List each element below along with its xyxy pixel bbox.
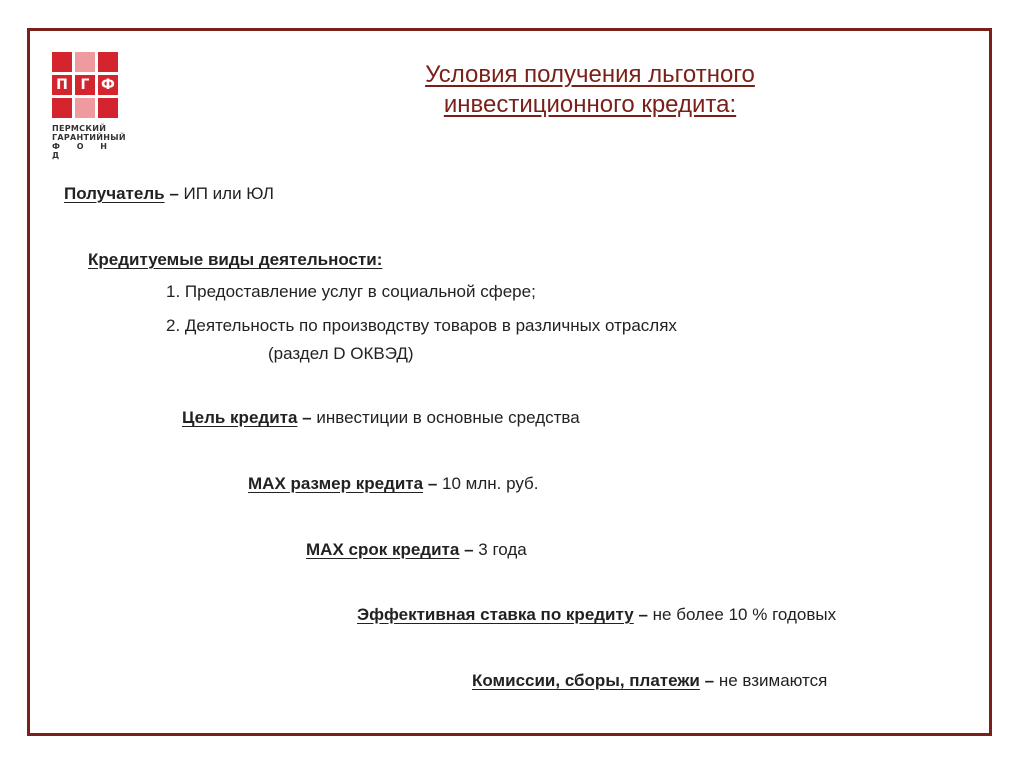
rate-row (357, 605, 836, 625)
recipient-label: Получатель (64, 184, 165, 203)
purpose-dash: – (302, 408, 312, 427)
logo-square (98, 98, 118, 118)
logo-square (52, 52, 72, 72)
fees-value: не взимаются (718, 671, 828, 690)
recipient-value: ИП или ЮЛ (183, 184, 274, 203)
rate-dash: – (638, 605, 648, 624)
activity-item: 1. Предоставление услуг в социальной сфере; (166, 282, 536, 301)
max-amount-row (248, 474, 539, 494)
max-term-value: 3 года (478, 540, 527, 559)
logo-letter-f: Ф (98, 75, 118, 95)
max-term-dash: – (464, 540, 474, 559)
title-line-1: Условия получения льготного (425, 61, 755, 88)
max-term-label: MAX срок кредита (306, 540, 460, 559)
logo-line-2: ГАРАНТИЙНЫЙ (52, 133, 126, 142)
purpose-label: Цель кредита (182, 408, 298, 427)
activities-heading (88, 250, 382, 270)
recipient-dash: – (169, 184, 179, 203)
fees-dash: – (704, 671, 715, 690)
purpose-value: инвестиции в основные средства (316, 408, 580, 427)
logo-square (98, 52, 118, 72)
activities-label: Кредитуемые виды деятельности: (88, 250, 383, 269)
fees-row (472, 671, 827, 691)
logo-letter-p: П (52, 75, 72, 95)
max-amount-dash: – (427, 474, 438, 493)
max-amount-label: MAX размер кредита (248, 474, 424, 493)
rate-label: Эффективная ставка по кредиту (357, 605, 634, 624)
logo-letter-g: Г (75, 75, 95, 95)
recipient-row (64, 184, 274, 204)
logo-mark (52, 52, 132, 118)
logo-line-3: Ф О Н Д (52, 142, 114, 160)
logo-line-1: ПЕРМСКИЙ (52, 124, 107, 133)
activity-note: (раздел D ОКВЭД) (268, 344, 414, 363)
rate-value: не более 10 % годовых (652, 605, 837, 624)
slide-title (350, 60, 830, 120)
activity-item: 2. Деятельность по производству товаров в различных отраслях (166, 316, 677, 335)
logo-square (75, 98, 95, 118)
logo-square (75, 52, 95, 72)
title-line-2: инвестиционного кредита: (443, 91, 737, 118)
purpose-row (182, 408, 580, 428)
logo-wordmark (52, 124, 132, 160)
max-term-row (306, 540, 527, 560)
slide-frame (27, 28, 992, 736)
max-amount-value: 10 млн. руб. (442, 474, 539, 493)
pgf-logo (52, 52, 132, 160)
fees-label: Комиссии, сборы, платежи (472, 671, 700, 690)
logo-square (52, 98, 72, 118)
